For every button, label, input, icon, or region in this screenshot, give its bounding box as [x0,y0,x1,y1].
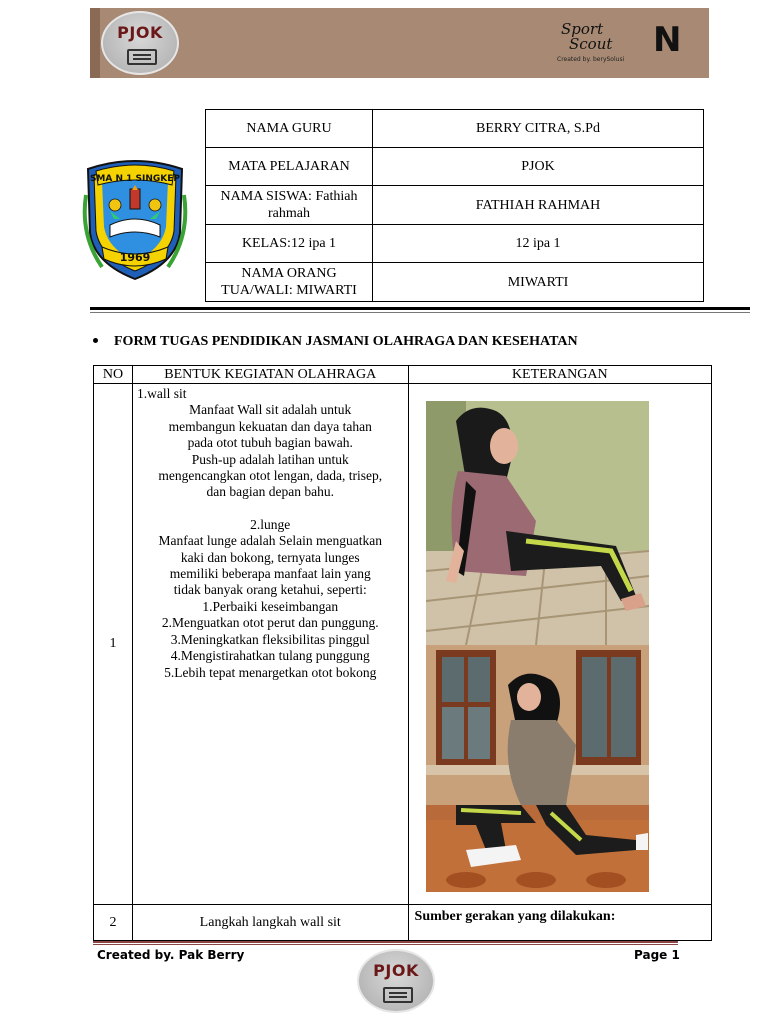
info-value: FATHIAH RAHMAH [373,186,704,225]
school-year-text: 1969 [119,251,151,264]
footer-divider [93,941,678,943]
activity-line: 5.Lebih tepat menargetkan otot bokong [164,664,377,680]
activity-line: 3.Meningkatkan fleksibilitas pinggul [170,631,370,647]
activity-line: 1.Perbaiki keseimbangan [202,598,339,614]
info-label: KELAS:12 ipa 1 [206,225,373,263]
form-title-text: FORM TUGAS PENDIDIKAN JASMANI OLAHRAGA DAN KESEHATAN [114,334,578,349]
info-label: NAMA GURU [206,110,373,148]
activity-line: pada otot tubuh bagian bawah. [187,435,353,451]
info-row [206,225,704,263]
info-value: BERRY CITRA, S.Pd [373,110,704,148]
info-table [205,109,704,302]
activity-line: memiliki beberapa manfaat lain yang [169,566,371,582]
pjok-logo-text: PJOK [117,23,163,42]
footer-credit: Created by. Pak Berry [97,948,245,962]
sport-scout-logo [555,22,700,68]
pjok-footer-logo-text: PJOK [373,961,419,980]
note-cell: Sumber gerakan yang dilakukan: [408,905,711,941]
table-row [94,384,712,905]
brand-line1: Sport [561,20,604,38]
info-row [206,263,704,302]
activity-cell: Langkah langkah wall sit [132,905,408,941]
activity-text-block [133,386,408,681]
activity-line: kaki dan bokong, ternyata lunges [180,549,360,565]
info-label: NAMA ORANG TUA/WALI: MIWARTI [206,263,373,302]
brand-sub: Created by. berySolusi [557,56,625,63]
activity-table [93,365,712,941]
page-number: Page 1 [634,948,680,962]
wall-sit-photo [426,401,649,645]
col-header-note: KETERANGAN [408,366,711,384]
activity-description [132,384,408,905]
pjok-footer-logo [357,949,435,1013]
pjok-logo [101,11,179,75]
col-header-activity: BENTUK KEGIATAN OLAHRAGA [132,366,408,384]
lunge-photo [426,645,649,892]
info-row [206,148,704,186]
brand-line2: Scout [569,35,613,53]
activity-line: mengencangkan otot lengan, dada, trisep, [158,468,383,484]
row-number: 1 [94,384,133,905]
pjok-mark-icon [383,987,413,1003]
footer-divider-thin [93,944,678,945]
pjok-mark-icon [127,49,157,65]
info-row [206,186,704,225]
info-value: MIWARTI [373,263,704,302]
activity-line: 2.Menguatkan otot perut dan punggung. [161,615,379,631]
activity-line: membangun kekuatan dan daya tahan [168,418,372,434]
activity-line: Manfaat lunge adalah Selain menguatkan [158,533,382,549]
activity-line: 4.Mengistirahatkan tulang punggung [170,648,370,664]
activity-line: 1.wall sit [136,386,187,401]
table-row [94,905,712,941]
info-label: MATA PELAJARAN [206,148,373,186]
info-value: PJOK [373,148,704,186]
bullet-icon [93,338,98,343]
activity-line: tidak banyak orang ketahui, seperti: [173,582,367,598]
note-photos-cell [408,384,711,905]
info-label: NAMA SISWA: Fathiah rahmah [206,186,373,225]
brand-letter: N [653,20,682,60]
header-banner-stripe [90,8,100,78]
section-divider-thin [90,312,750,313]
table-header-row [94,366,712,384]
info-row [206,110,704,148]
school-crest-logo [80,155,190,285]
col-header-no: NO [94,366,133,384]
spacer [137,501,404,517]
section-divider [90,307,750,310]
activity-line: Manfaat Wall sit adalah untuk [189,402,352,418]
info-value: 12 ipa 1 [373,225,704,263]
activity-line: 2.lunge [250,516,291,532]
row-number: 2 [94,905,133,941]
activity-line: Push-up adalah latihan untuk [191,451,349,467]
activity-line: dan bagian depan bahu. [206,484,334,500]
form-title [93,334,578,350]
school-name-text: SMA N 1 SINGKEP [89,174,181,184]
